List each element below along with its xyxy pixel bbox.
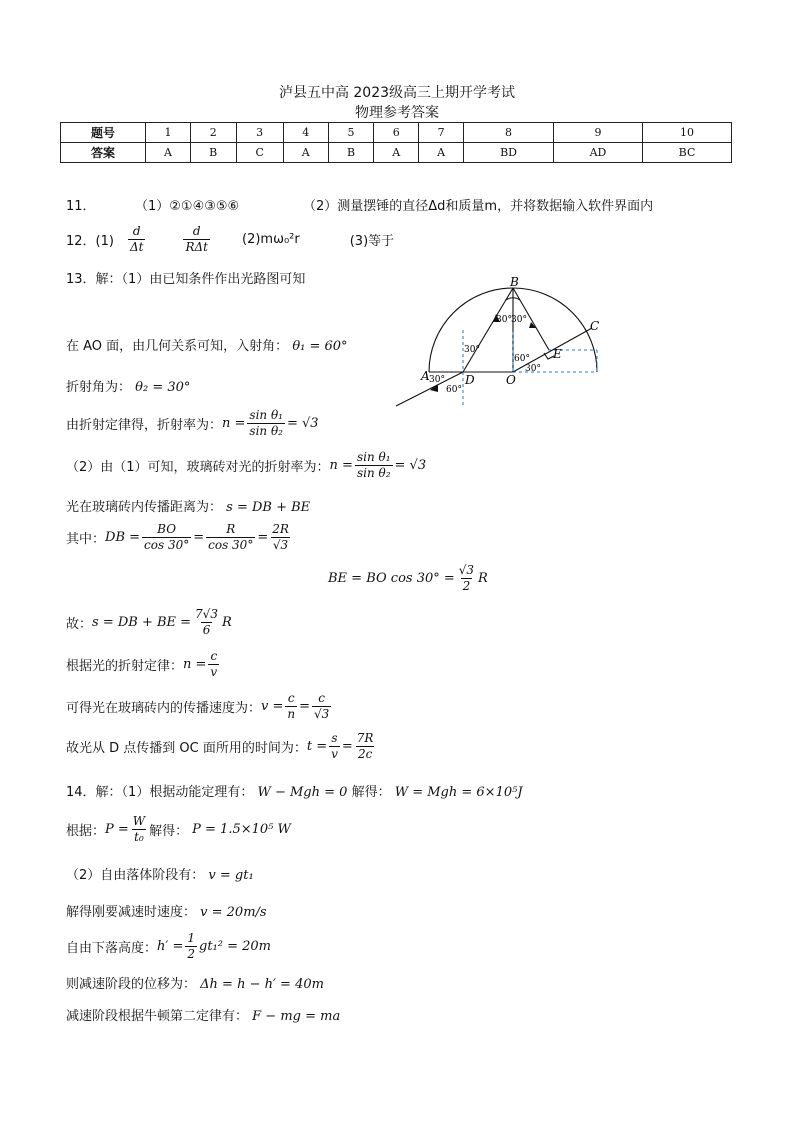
table-row-numbers: [61, 123, 732, 143]
table-cell: BC: [643, 143, 732, 163]
table-cell: 8: [464, 123, 554, 143]
answer-table: [60, 122, 732, 163]
q13-line-db: 其中： DB = $\frac{BO}{\cos 30^\circ}$ = $\frac{R}{\cos 30^\circ}$ = $\frac{2R}{√3}$: [66, 522, 289, 552]
angle-label: 30°: [525, 364, 541, 374]
q14-line-velocity: 解得刚要减速时速度： v = 20m/s: [66, 905, 267, 920]
q11-number: 11．: [66, 199, 96, 214]
point-c-label: C: [590, 319, 600, 333]
table-cell: A: [419, 143, 464, 163]
q13-line-law: 根据光的折射定律： n = $\frac{c}{v}$: [66, 649, 218, 679]
q14-line-work: 14．解：（1）根据动能定理有： W − Mgh = 0 解得： W = Mgh = 6×10⁵J: [66, 785, 523, 800]
angle-label: 30°: [511, 315, 527, 325]
table-cell: 2: [190, 123, 236, 143]
q14-line-freefall: （2）自由落体阶段有： v = gt₁: [66, 868, 254, 883]
q12-part2: (2)mω₀²r: [242, 232, 300, 247]
q13-line-refraction: 折射角为： θ₂ = 30°: [66, 380, 191, 395]
q11-part2: （2）测量摆锤的直径Δd和质量m，并将数据输入软件界面内: [303, 199, 654, 214]
table-cell: 7: [419, 123, 464, 143]
q14-line-newton: 减速阶段根据牛顿第二定律有： F − mg = ma: [66, 1009, 341, 1024]
table-cell: AD: [553, 143, 642, 163]
point-a-label: A: [421, 369, 430, 383]
table-cell: B: [190, 143, 236, 163]
table-cell: 4: [283, 123, 328, 143]
q14-line-displacement: 则减速阶段的位移为： Δh = h − h′ = 40m: [66, 977, 324, 992]
q11-part1: （1）②①④③⑤⑥: [135, 199, 240, 214]
table-header-number: 题号: [61, 123, 146, 143]
q13-line-be: BE = BO cos 30° = $\frac{√3}{2}$ R: [328, 563, 488, 593]
table-cell: 5: [328, 123, 374, 143]
q12-line: [66, 224, 394, 255]
q12-fraction-2: $\frac{d}{\text{RΔt}}$: [185, 224, 208, 254]
q13-line-incidence: 在 AO 面，由几何关系可知，入射角： θ₁ = 60°: [66, 339, 348, 354]
q14-line-power: 根据： P = $\frac{W}{\text{t₀}}$ 解得： P = 1.5×10⁵ W: [66, 814, 291, 844]
point-o-label: O: [506, 373, 516, 387]
q12-part3: (3)等于: [349, 234, 395, 249]
angle-label: 30°: [464, 345, 480, 355]
table-cell: A: [146, 143, 191, 163]
point-d-label: D: [465, 373, 475, 387]
angle-label: 30°: [429, 375, 445, 385]
angle-label: 60°: [446, 385, 462, 395]
table-cell: 1: [146, 123, 191, 143]
q13-heading: 13．解：（1）由已知条件作出光路图可知: [66, 272, 306, 287]
table-cell: 9: [553, 123, 642, 143]
q13-line-s: 故： s = DB + BE = $\frac{7√3}{6}$ R: [66, 607, 232, 637]
table-cell: 6: [374, 123, 419, 143]
table-cell: A: [283, 143, 328, 163]
exam-subtitle: 物理参考答案: [355, 105, 439, 121]
exam-title: 泸县五中高 2023级高三上期开学考试: [278, 85, 516, 101]
q13-line-speed: 可得光在玻璃砖内的传播速度为： v = $\frac{c}{n}$ = $\frac{c}{√3}$: [66, 691, 330, 721]
table-header-answer: 答案: [61, 143, 146, 163]
table-cell: B: [328, 143, 374, 163]
table-cell: A: [374, 143, 419, 163]
table-row-answers: [61, 143, 732, 163]
table-cell: 3: [236, 123, 283, 143]
sin-ratio-fraction: $\frac{\text{sin θ₁}}{\text{sin θ₂}}$: [356, 450, 391, 480]
point-b-label: B: [510, 275, 519, 289]
q12-fraction-1: $\frac{d}{\Delta t}$: [129, 224, 144, 254]
q13-line-index: 由折射定律得，折射率为： n = $\frac{\text{sin θ₁}}{\text{sin θ₂}}$ = √3: [66, 408, 319, 438]
angle-label: 30°: [496, 315, 512, 325]
q13-line-distance: 光在玻璃砖内传播距离为： s = DB + BE: [66, 500, 311, 515]
table-cell: 10: [643, 123, 732, 143]
q13-line-time: 故光从 D 点传播到 OC 面所用的时间为： t = $\frac{s}{v}$ = $\frac{7R}{2c}$: [66, 731, 374, 761]
table-cell: C: [236, 143, 283, 163]
q12-number: 12．(1): [66, 234, 114, 249]
point-e-label: E: [553, 347, 562, 361]
q14-line-height: 自由下落高度： h′ = $\frac{1}{2}$ gt₁² = 20m: [66, 931, 272, 961]
ray-db: [463, 288, 513, 372]
table-cell: BD: [464, 143, 554, 163]
sin-ratio-fraction: $\frac{\text{sin θ₁}}{\text{sin θ₂}}$: [249, 408, 283, 438]
angle-label: 60°: [514, 354, 530, 364]
light-path-diagram: [390, 272, 610, 412]
q13-line-part2: （2）由（1）可知，玻璃砖对光的折射率为： n = $\frac{\text{sin θ₁}}{\text{sin θ₂}}$ = √3: [66, 450, 427, 480]
